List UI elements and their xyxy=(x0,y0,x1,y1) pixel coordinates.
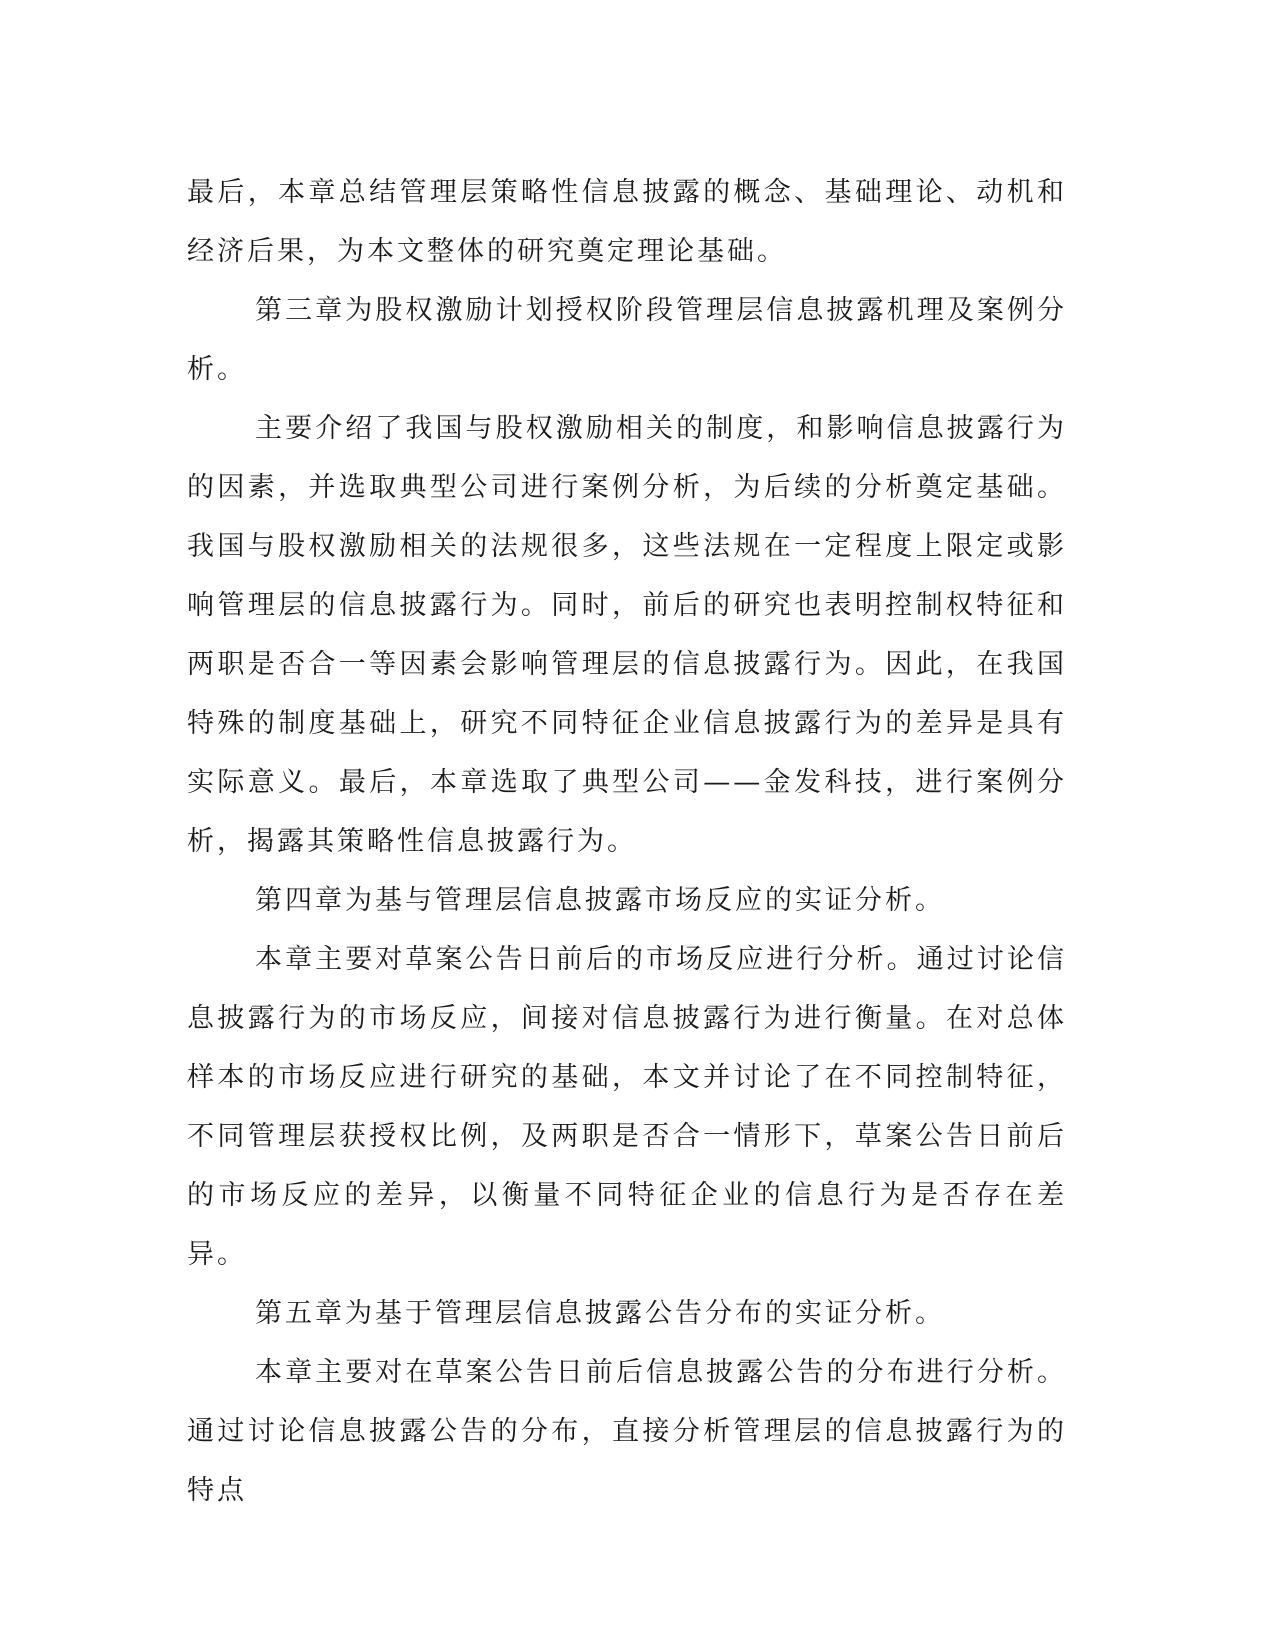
body-text xyxy=(187,163,1067,1520)
paragraph-chapter5-heading: 第五章为基于管理层信息披露公告分布的实证分析。 xyxy=(255,1298,945,1329)
paragraph-chapter3-heading: 第三章为股权激励计划授权阶段管理层信息披露机理及案例分析。 xyxy=(187,295,1067,385)
paragraph-chapter2-summary: 最后，本章总结管理层策略性信息披露的概念、基础理论、动机和经济后果，为本文整体的研究奠定理论基础。 xyxy=(187,177,1067,267)
paragraph-chapter4-body: 本章主要对草案公告日前后的市场反应进行分析。通过讨论信息披露行为的市场反应，间接对信息披露行为进行衡量。在对总体样本的市场反应进行研究的基础，本文并讨论了在不同控制特征，不同管理层获授权比例，及两职是否合一情形下，草案公告日前后的市场反应的差异，以衡量不同特征企业的信息行为是否存在差异。 xyxy=(187,944,1067,1270)
paragraph-chapter5-body: 本章主要对在草案公告日前后信息披露公告的分布进行分析。通过讨论信息披露公告的分布，直接分析管理层的信息披露行为的特点 xyxy=(187,1357,1067,1506)
paragraph-chapter4-heading: 第四章为基与管理层信息披露市场反应的实证分析。 xyxy=(255,885,945,916)
paragraph-chapter3-body: 主要介绍了我国与股权激励相关的制度，和影响信息披露行为的因素，并选取典型公司进行案例分析，为后续的分析奠定基础。我国与股权激励相关的法规很多，这些法规在一定程度上限定或影响管理层的信息披露行为。同时，前后的研究也表明控制权特征和两职是否合一等因素会影响管理层的信息披露行为。因此，在我国特殊的制度基础上，研究不同特征企业信息披露行为的差异是具有实际意义。最后，本章选取了典型公司——金发科技，进行案例分析，揭露其策略性信息披露行为。 xyxy=(187,413,1067,857)
